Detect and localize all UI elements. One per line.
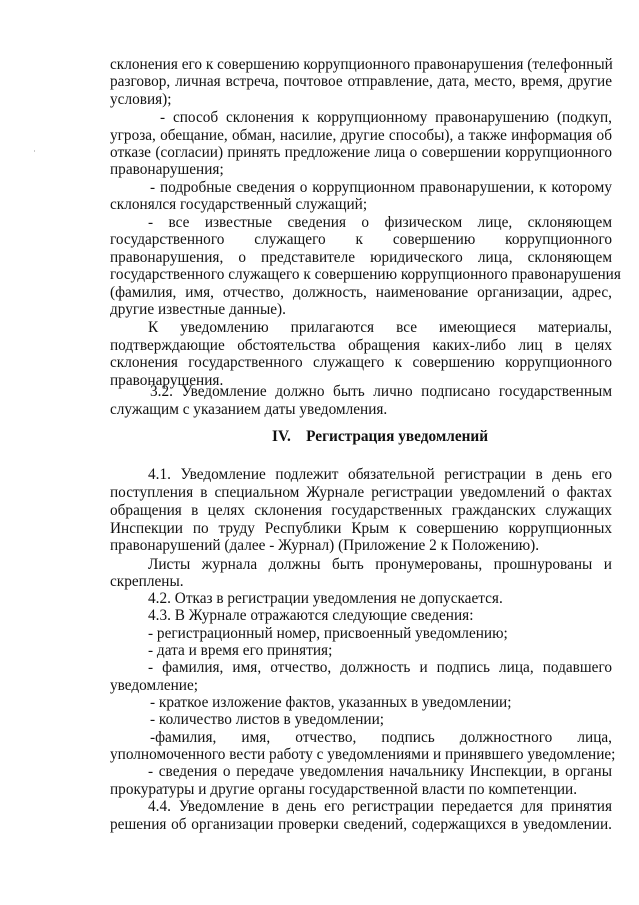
text-line: поступления в специальном Журнале регистрации уведомлений о фактах <box>110 484 612 501</box>
text-line: - сведения о передаче уведомления начальнику Инспекции, в органы <box>148 763 612 780</box>
text-line: 3.2. Уведомление должно быть лично подписано государственным <box>150 383 612 400</box>
text-line: государственного служащего к совершению коррупционного <box>110 231 612 248</box>
text-line: условия); <box>110 91 172 108</box>
text-line: - все известные сведения о физическом лице, склоняющем <box>148 214 612 231</box>
text-line: государственного служащего к совершению коррупционного правонарушения <box>110 266 621 283</box>
text-line: обращения в целях склонения государственных гражданских служащих <box>110 502 612 519</box>
section-heading <box>272 428 488 445</box>
text-line: К уведомлению прилагаются все имеющиеся материалы, <box>148 319 612 336</box>
text-line: (фамилия, имя, отчество, должность, наименование организации, адрес, <box>110 284 612 301</box>
text-line: отказе (согласии) принять предложение лица о совершении коррупционного <box>110 144 612 161</box>
text-line: прокуратуры и другие органы государственной власти по компетенции. <box>110 781 578 798</box>
text-line: правонарушения. <box>110 372 224 389</box>
text-line: подтверждающие обстоятельства обращения каких-либо лиц в целях <box>110 337 612 354</box>
section-title: Регистрация уведомлений <box>306 428 489 445</box>
text-line: -фамилия, имя, отчество, подпись должностного лица, <box>150 729 612 746</box>
text-line: - регистрационный номер, присвоенный уведомлению; <box>148 625 508 642</box>
text-line: решения об организации проверки сведений, содержащихся в уведомлении. <box>110 816 612 833</box>
text-line: Инспекции по труду Республики Крым к совершению коррупционных <box>110 520 612 537</box>
text-line: скреплены. <box>110 573 184 590</box>
text-line: склонения государственного служащего к совершению коррупционного <box>110 354 612 371</box>
text-line: 4.3. В Журнале отражаются следующие сведения: <box>148 607 474 624</box>
text-line: - краткое изложение фактов, указанных в уведомлении; <box>150 694 512 711</box>
text-line: - подробные сведения о коррупционном правонарушении, к которому <box>150 179 612 196</box>
text-line: 4.2. Отказ в регистрации уведомления не допускается. <box>148 590 503 607</box>
text-line: склонялся государственный служащий; <box>110 196 368 213</box>
text-line: склонения его к совершению коррупционного правонарушения (телефонный <box>110 56 613 73</box>
text-line: уполномоченного вести работу с уведомлениями и принявшего уведомление; <box>110 746 616 763</box>
text-line: - дата и время его принятия; <box>148 642 333 659</box>
text-line: - фамилия, имя, отчество, должность и подпись лица, подавшего <box>148 659 612 676</box>
text-line: угроза, обещание, обман, насилие, другие способы), а также информация об <box>110 127 612 144</box>
text-line: - количество листов в уведомлении; <box>150 711 385 728</box>
text-line: правонарушения, о представителе юридического лица, склоняющем <box>110 249 612 266</box>
text-line: - способ склонения к коррупционному правонарушению (подкуп, <box>160 109 612 126</box>
text-line: уведомление; <box>110 677 199 694</box>
text-line: правонарушений (далее - Журнал) (Приложение 2 к Положению). <box>110 537 540 554</box>
text-line: другие известные данные). <box>110 301 286 318</box>
text-line: разговор, личная встреча, почтовое отправление, дата, место, время, другие <box>110 73 612 90</box>
scan-speck <box>34 150 35 152</box>
text-line: правонарушения; <box>110 161 224 178</box>
section-number: IV. <box>272 428 291 445</box>
text-line: 4.4. Уведомление в день его регистрации передается для принятия <box>148 798 612 815</box>
text-line: служащим с указанием даты уведомления. <box>110 401 388 418</box>
text-line: 4.1. Уведомление подлежит обязательной регистрации в день его <box>148 466 612 483</box>
text-line: Листы журнала должны быть пронумерованы, прошнурованы и <box>148 556 612 573</box>
